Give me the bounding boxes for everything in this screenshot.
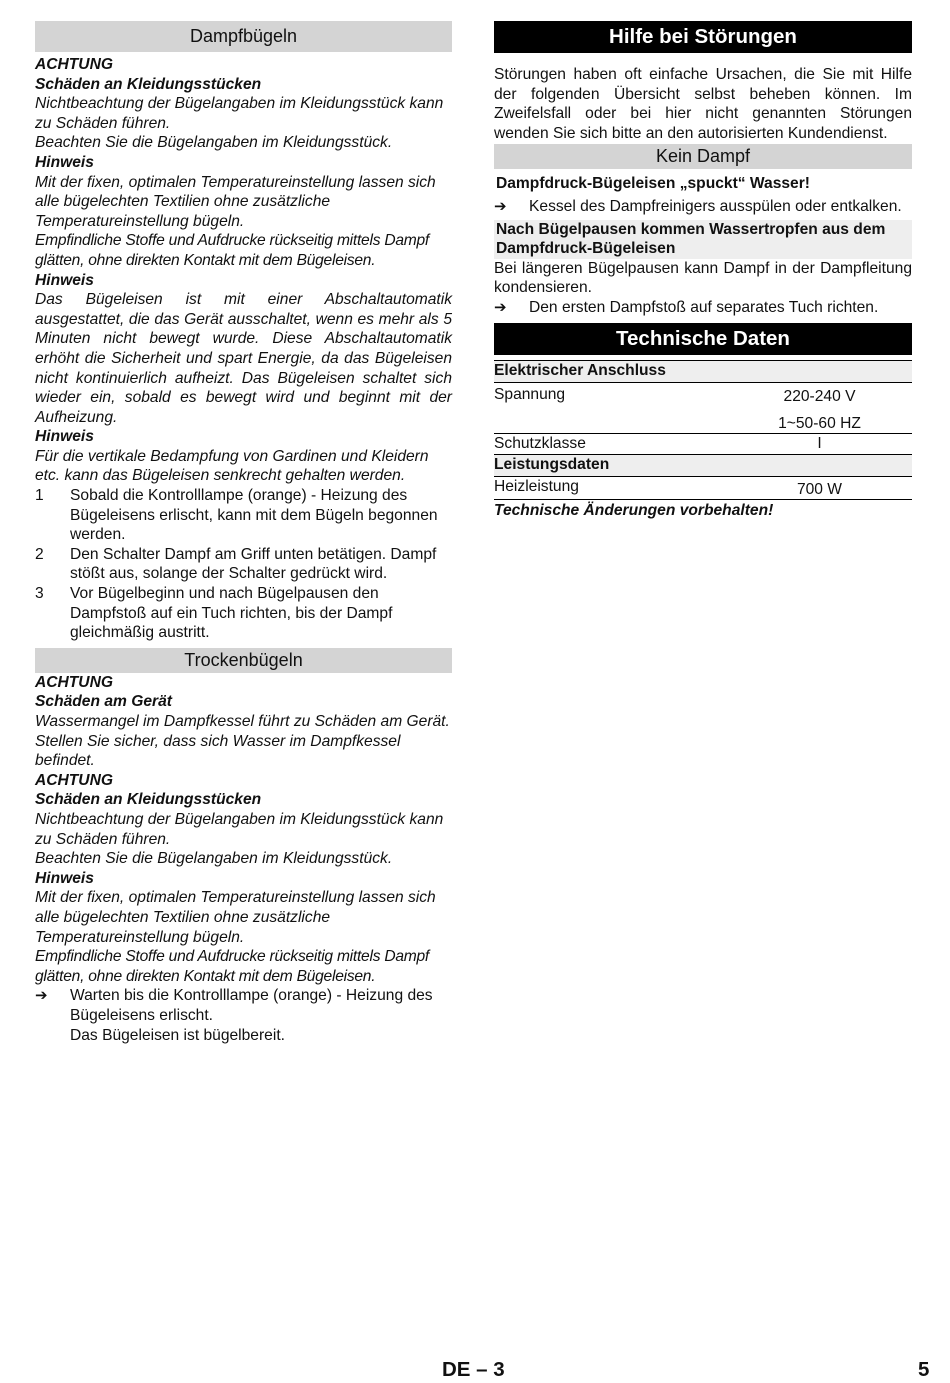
table-group-header: Leistungsdaten: [494, 454, 912, 476]
table-row: [494, 360, 912, 382]
warning-text: Wassermangel im Dampfkessel führt zu Schäden am Gerät.: [35, 713, 450, 730]
problem-title: Dampfdruck-Bügeleisen „spuckt“ Wasser!: [496, 175, 810, 193]
hinweis-label: Hinweis: [35, 153, 94, 171]
step-text: Den Schalter Dampf am Griff unten betätigen. Dampf stößt aus, solange der Schalter gedrückt wird.: [70, 545, 437, 583]
warning-text: Nichtbeachtung der Bügelangaben im Kleidungsstück kann zu Schäden führen.: [35, 95, 444, 132]
table-cell-value: I: [727, 434, 912, 455]
arrow-right-icon: ➔: [35, 987, 48, 1005]
problem-title: Nach Bügelpausen kommen Wassertropfen aus dem Dampfdruck-Bügeleisen: [494, 220, 912, 259]
solution-text: Kessel des Dampfreinigers ausspülen oder entkalken.: [529, 197, 902, 215]
table-cell-label: Schutzklasse: [494, 434, 727, 455]
achtung-label: ACHTUNG: [35, 771, 113, 789]
step-number: 2: [35, 545, 44, 563]
table-cell-value: [727, 382, 912, 434]
tech-data-table: [494, 360, 912, 501]
warning-title: Schäden am Gerät: [35, 693, 172, 711]
step-text: Vor Bügelbeginn und nach Bügelpausen den Dampfstoß auf ein Tuch richten, bis der Dampf gleichmäßig austritt.: [70, 585, 393, 642]
list-item: [35, 986, 452, 1045]
solution-text: Den ersten Dampfstoß auf separates Tuch richten.: [529, 298, 879, 316]
note-text: Empfindliche Stoffe und Aufdrucke rückseitig mittels Dampf glätten, ohne direkten Kontakt mit dem Bügeleisen.: [35, 232, 430, 269]
intro-text: Störungen haben oft einfache Ursachen, die Sie mit Hilfe der folgenden Übersicht selbst beheben können. Im Zweifelsfall oder bei hier nicht genannten Störungen wenden Sie sich bitte an den autorisierten Kundendienst.: [494, 66, 912, 142]
table-row: [494, 434, 912, 455]
section-heading-kein-dampf: Kein Dampf: [494, 144, 912, 169]
warning-text: Stellen Sie sicher, dass sich Wasser im Dampfkessel befindet.: [35, 732, 401, 770]
section-heading-trockenbuegeln: Trockenbügeln: [35, 648, 452, 673]
note-text: Das Bügeleisen ist mit einer Abschaltautomatik ausgestattet, die das Gerät ausschaltet, wenn es mehr als 5 Minuten nicht bewegt wurde. Diese Abschaltautomatik erhöht die Sicherheit und spart Energie, da das Bügeleisen nicht kontinuierlich aufheizt. Das Bügeleisen schaltet sich wieder ein, sobald es bewegt wird und beginnt mit der Aufheizung.: [35, 291, 452, 426]
hinweis-label: Hinweis: [35, 869, 94, 887]
achtung-label: ACHTUNG: [35, 56, 113, 73]
warning-text: Beachten Sie die Bügelangaben im Kleidungsstück.: [35, 850, 393, 868]
note-text: Mit der fixen, optimalen Temperatureinstellung lassen sich alle bügelechten Textilien ohne zusätzliche Temperatureinstellung bügeln.: [35, 889, 436, 946]
section-heading-technische-daten: Technische Daten: [494, 323, 912, 355]
footer-language-page: DE – 3: [442, 1358, 505, 1381]
footer-page-number: 5: [918, 1358, 930, 1381]
note-text: Empfindliche Stoffe und Aufdrucke rückseitig mittels Dampf glätten, ohne direkten Kontakt mit dem Bügeleisen.: [35, 948, 430, 985]
disclaimer-text: Technische Änderungen vorbehalten!: [494, 502, 774, 520]
step-text: Sobald die Kontrolllampe (orange) - Heizung des Bügeleisens erlischt, kann mit dem Bügeln begonnen werden.: [70, 487, 438, 544]
list-item: [35, 545, 452, 584]
table-cell-label: Heizleistung: [494, 476, 727, 500]
hinweis-label: Hinweis: [35, 428, 94, 446]
section-heading-dampfbuegeln: Dampfbügeln: [35, 21, 452, 52]
instruction-text: Warten bis die Kontrolllampe (orange) - Heizung des Bügeleisens erlischt.: [70, 987, 433, 1024]
warning-title: Schäden an Kleidungsstücken: [35, 75, 262, 93]
warning-text: Nichtbeachtung der Bügelangaben im Kleidungsstück kann zu Schäden führen.: [35, 810, 444, 848]
arrow-right-icon: ➔: [494, 298, 507, 316]
step-number: 3: [35, 585, 44, 603]
left-column: [35, 21, 452, 1045]
step-number: 1: [35, 487, 44, 505]
note-text: Für die vertikale Bedampfung von Gardinen und Kleidern etc. kann das Bügeleisen senkrecht gehalten werden.: [35, 447, 429, 485]
table-row: [494, 476, 912, 500]
result-text: Das Bügeleisen ist bügelbereit.: [70, 1026, 285, 1044]
list-item: [494, 298, 912, 318]
list-item: [35, 486, 452, 545]
warning-text: Beachten Sie die Bügelangaben im Kleidungsstück.: [35, 134, 393, 152]
arrow-text-group: [70, 986, 452, 1045]
table-cell-value: 700 W: [727, 476, 912, 500]
right-column: [494, 21, 912, 521]
table-group-header: Elektrischer Anschluss: [494, 360, 912, 382]
list-item: [35, 584, 452, 643]
table-row: [494, 382, 912, 434]
note-text: Mit der fixen, optimalen Temperatureinstellung lassen sich alle bügelechten Textilien ohne zusätzliche Temperatureinstellung bügeln.: [35, 173, 436, 230]
warning-title: Schäden an Kleidungsstücken: [35, 791, 262, 809]
voltage-value: 220-240 V: [783, 387, 856, 405]
hinweis-label: Hinweis: [35, 271, 94, 289]
arrow-right-icon: ➔: [494, 197, 507, 215]
achtung-label: ACHTUNG: [35, 673, 113, 691]
table-row: [494, 454, 912, 476]
cause-text: Bei längeren Bügelpausen kann Dampf in der Dampfleitung kondensieren.: [494, 259, 912, 297]
list-item: [494, 197, 912, 217]
section-heading-hilfe: Hilfe bei Störungen: [494, 21, 912, 53]
frequency-value: 1~50-60 HZ: [778, 414, 861, 432]
table-cell-label: Spannung: [494, 385, 566, 403]
